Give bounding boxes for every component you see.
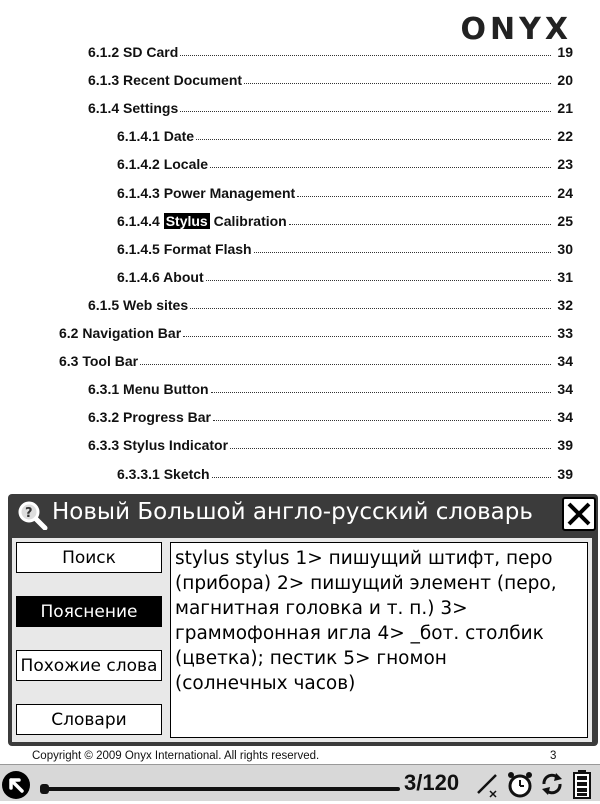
toc-leader-dots: [244, 83, 551, 84]
refresh-icon[interactable]: [538, 769, 566, 799]
dictionary-popup: [8, 494, 598, 746]
toc-entry-label: 6.3.3.1 Sketch: [117, 465, 210, 482]
toc-label-part: Calibration: [209, 212, 287, 229]
dictionary-title: Новый Большой англо-русский словарь: [52, 499, 533, 525]
similar-words-button[interactable]: Похожие слова: [16, 650, 162, 681]
back-button[interactable]: [2, 771, 30, 799]
definition-line: магнитная головка и т. п.) 3>: [175, 598, 468, 619]
toc-entry-label: 6.1.4.3 Power Management: [117, 184, 296, 201]
toc-leader-dots: [206, 280, 551, 281]
search-button[interactable]: Поиск: [16, 542, 162, 573]
toc-label-part: 6.1.4.4: [117, 212, 164, 229]
status-bar: [0, 764, 600, 801]
toc-entry[interactable]: [117, 181, 573, 201]
toc-entry-page: 34: [557, 409, 573, 426]
progress-bar[interactable]: [40, 787, 400, 791]
dictionaries-button[interactable]: Словари: [16, 704, 162, 735]
page-number: 3: [550, 750, 557, 762]
definition-line: (солнечных часов): [175, 673, 356, 694]
toc-entry[interactable]: [88, 68, 573, 88]
toc-entry-page: 19: [557, 44, 573, 60]
battery-icon: [572, 769, 592, 799]
toc-entry-label: 6.1.2 SD Card: [88, 44, 179, 60]
toc-entry-page: 39: [557, 465, 573, 482]
toc-entry-label: 6.1.4.6 About: [117, 268, 204, 285]
toc-leader-dots: [180, 111, 551, 112]
toc-entry-page: 39: [557, 437, 573, 454]
page-indicator[interactable]: 3/120: [404, 770, 460, 795]
progress-fill: [40, 784, 49, 794]
arrow-back-icon: [2, 771, 30, 799]
toc-entry-page: 32: [557, 296, 573, 313]
toc-entry[interactable]: [88, 40, 573, 60]
onyx-logo: ONYX: [460, 12, 572, 47]
toc-entry[interactable]: [117, 152, 573, 172]
definition-line: (прибора) 2> пишущий элемент (перо,: [175, 573, 557, 594]
toc-entry-label: 6.2 Navigation Bar: [59, 325, 182, 341]
toc-entry-label: [117, 213, 287, 229]
toc-entry[interactable]: [59, 321, 573, 341]
copyright-text: Copyright © 2009 Onyx International. All rights reserved.: [32, 750, 320, 762]
definition-line: (цветка); пестик 5> гномон: [175, 648, 447, 669]
toc-entry-label: 6.1.4.5 Format Flash: [117, 240, 252, 257]
close-icon: [564, 499, 594, 529]
toc-entry-page: 25: [557, 212, 573, 229]
alarm-clock-icon[interactable]: [506, 769, 534, 799]
toc-entry[interactable]: [88, 405, 573, 425]
toc-entry-label: 6.1.4 Settings: [88, 100, 179, 117]
toc-leader-dots: [289, 224, 551, 225]
toc-leader-dots: [210, 167, 551, 168]
toc-leader-dots: [140, 364, 551, 365]
definition-text: [170, 542, 588, 738]
toc-entry-label: 6.3 Tool Bar: [59, 353, 139, 370]
definition-line: stylus stylus 1> пишущий штифт, перо: [175, 548, 553, 569]
selected-word-highlight[interactable]: Stylus: [165, 212, 208, 229]
stylus-icon[interactable]: [474, 769, 502, 799]
toc-entry-label: 6.1.4.2 Locale: [117, 156, 209, 173]
toc-leader-dots: [211, 392, 551, 393]
toc-entry-label: 6.3.2 Progress Bar: [88, 409, 211, 426]
toc-entry-page: 24: [557, 184, 573, 201]
toc-leader-dots: [213, 420, 551, 421]
toc-leader-dots: [183, 336, 551, 337]
toc-entry-label: 6.3.1 Menu Button: [88, 381, 209, 398]
toc-entry[interactable]: [59, 349, 573, 369]
close-button[interactable]: [562, 497, 596, 531]
toc-entry[interactable]: [117, 265, 573, 285]
toc-entry-page: 34: [557, 381, 573, 398]
toc-entry[interactable]: [117, 237, 573, 257]
toc-entry[interactable]: [117, 462, 573, 482]
toc-leader-dots: [230, 448, 551, 449]
toc-entry[interactable]: [88, 96, 573, 116]
dictionary-body: [12, 538, 592, 742]
toc-entry-label: 6.1.4.1 Date: [117, 128, 195, 145]
toc-entry[interactable]: [117, 209, 573, 229]
svg-text:?: ?: [25, 506, 33, 521]
toc-leader-dots: [196, 139, 551, 140]
toc-leader-dots: [297, 196, 551, 197]
dictionary-title-bar: [8, 494, 598, 534]
toc-entry-page: 31: [557, 268, 573, 285]
toc-entry-label: 6.1.3 Recent Document: [88, 72, 243, 89]
toc-leader-dots: [254, 252, 551, 253]
toc-entry-page: 20: [557, 72, 573, 89]
toc-entry-page: 23: [557, 156, 573, 173]
toc-entry-page: 21: [557, 100, 573, 117]
magnifier-icon: [16, 500, 48, 530]
toc-entry[interactable]: [88, 377, 573, 397]
toc-entry-page: 33: [557, 325, 573, 341]
toc-entry-label: 6.3.3 Stylus Indicator: [88, 437, 229, 454]
toc-entry[interactable]: [88, 293, 573, 313]
toc-entry-page: 22: [557, 128, 573, 145]
toc-entry-page: 30: [557, 240, 573, 257]
toc-leader-dots: [180, 55, 551, 56]
toc-leader-dots: [190, 308, 551, 309]
toc-entry-page: 34: [557, 353, 573, 370]
explanation-button[interactable]: Пояснение: [16, 596, 162, 627]
toc-entry[interactable]: [117, 124, 573, 144]
toc-entry[interactable]: [88, 433, 573, 453]
definition-line: граммофонная игла 4> _бот. столбик: [175, 623, 544, 644]
toc-entry-label: 6.1.5 Web sites: [88, 296, 189, 313]
toc-leader-dots: [212, 477, 551, 478]
